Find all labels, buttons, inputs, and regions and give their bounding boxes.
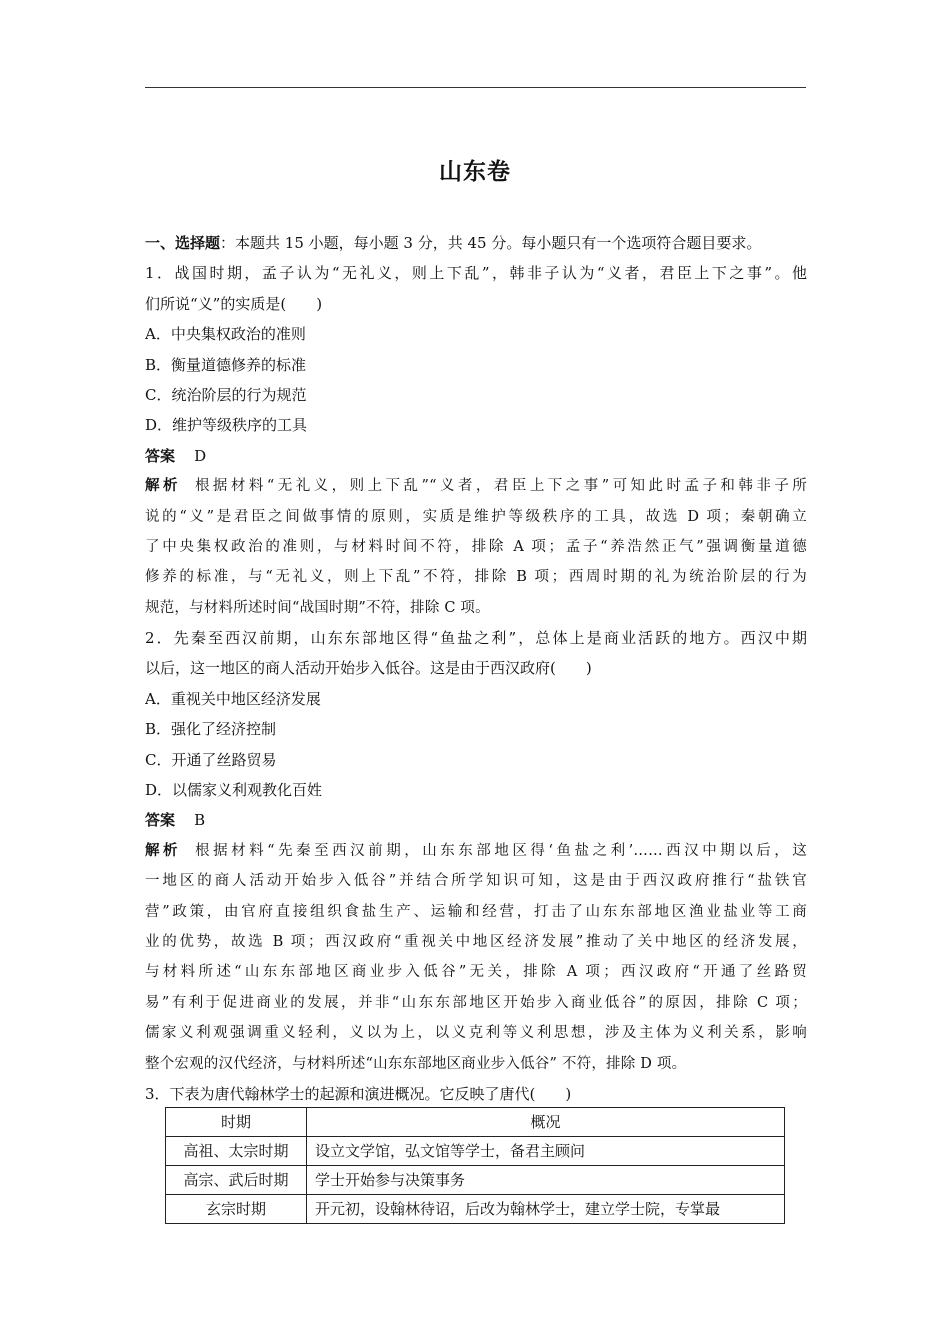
q2-stem-line-2: 以后，这一地区的商人活动开始步入低谷。这是由于西汉政府( ) <box>145 659 592 678</box>
section-instructions: ：本题共 15 小题，每小题 3 分，共 45 分。每小题只有一个选项符合题目要求。 <box>220 234 762 252</box>
q2-analysis-label: 解析 <box>145 842 182 859</box>
document-body <box>145 228 807 1109</box>
q1-analysis-label: 解析 <box>145 478 181 495</box>
q2-analysis-line-6: 易”有利于促进商业的发展，并非“山东东部地区开始步入商业低谷”的原因，排除 C 项； <box>145 994 807 1011</box>
q2-answer <box>145 805 807 835</box>
q1-answer-value: D <box>194 446 207 465</box>
table-header-row <box>166 1108 785 1137</box>
table-header-period: 时期 <box>166 1108 307 1137</box>
table-header-overview: 概况 <box>307 1108 785 1137</box>
table-cell-overview: 开元初，设翰林待诏，后改为翰林学士，建立学士院，专掌最 <box>307 1195 785 1224</box>
table-row <box>166 1195 785 1224</box>
q1-analysis-line-3: 了中央集权政治的准则，与材料时间不符，排除 A 项；孟子“养浩然正气”强调衡量道德 <box>145 538 807 555</box>
q1-option-d: D．维护等级秩序的工具 <box>145 416 308 435</box>
table-cell-period: 玄宗时期 <box>166 1195 307 1224</box>
q2-answer-value: B <box>194 811 206 830</box>
q2-option-d: D．以儒家义利观教化百姓 <box>145 781 323 800</box>
q2-analysis-line-8: 整个宏观的汉代经济，与材料所述“山东东部地区商业步入低谷” 不符，排除 D 项。 <box>145 1055 687 1072</box>
q1-analysis <box>145 471 807 623</box>
table-cell-overview: 学士开始参与决策事务 <box>307 1166 785 1195</box>
q1-analysis-line-1: 解析 根据材料“无礼义，则上下乱”“义者，君臣上下之事”可知此时孟子和韩非子所 <box>145 478 807 495</box>
q1-analysis-line-4: 修养的标准，与“无礼义，则上下乱”不符，排除 B 项；西周时期的礼为统治阶层的行为 <box>145 569 807 586</box>
q1-answer-label: 答案 <box>145 446 176 465</box>
page-title: 山东卷 <box>439 159 511 185</box>
q2-stem-line-1: 2．先秦至西汉前期，山东东部地区得“鱼盐之利”，总体上是商业活跃的地方。西汉中期 <box>145 629 807 648</box>
q1-option-b: B．衡量道德修养的标准 <box>145 355 307 374</box>
q1-analysis-line-5: 规范，与材料所述时间“战国时期”不符，排除 C 项。 <box>145 599 490 616</box>
q2-analysis-line-1: 解析 根据材料“先秦至西汉前期，山东东部地区得‘鱼盐之利’……西汉中期以后，这 <box>145 842 807 859</box>
q1-option-c: C．统治阶层的行为规范 <box>145 385 307 404</box>
table-cell-period: 高宗、武后时期 <box>166 1166 307 1195</box>
q3-stem: 3．下表为唐代翰林学士的起源和演进概况。它反映了唐代( ) <box>145 1084 572 1103</box>
q2-answer-label: 答案 <box>145 811 176 830</box>
q2-analysis-line-2: 一地区的商人活动开始步入低谷”并结合所学知识可知，这是由于西汉政府推行“盐铁官 <box>145 873 807 890</box>
section-label: 一、选择题 <box>145 234 221 252</box>
header-rule <box>145 87 806 88</box>
q1-option-a: A．中央集权政治的准则 <box>145 325 306 344</box>
q2-analysis-line-4: 业的优势，故选 B 项；西汉政府“重视关中地区经济发展”推动了关中地区的经济发展， <box>145 933 807 950</box>
q2-analysis-line-3: 营”政策，由官府直接组织食盐生产、运输和经营，打击了山东东部地区渔业盐业等工商 <box>145 903 807 920</box>
q2-analysis-line-5: 与材料所述“山东东部地区商业步入低谷”无关，排除 A 项；西汉政府“开通了丝路贸 <box>145 964 807 981</box>
q2-option-c: C．开通了丝路贸易 <box>145 750 277 769</box>
table-row <box>166 1166 785 1195</box>
table-row <box>166 1137 785 1166</box>
q2-analysis-line-7: 儒家义利观强调重义轻利，义以为上，以义克利等义利思想，涉及主体为义利关系，影响 <box>145 1025 807 1042</box>
table-cell-overview: 设立文学馆，弘文馆等学士，备君主顾问 <box>307 1137 785 1166</box>
q1-stem-line-2: 们所说“义”的实质是( ) <box>145 294 323 313</box>
q3-table <box>165 1107 785 1224</box>
q1-analysis-line-2: 说的“义”是君臣之间做事情的原则，实质是维护等级秩序的工具，故选 D 项；秦朝确立 <box>145 508 807 525</box>
section-heading <box>145 228 807 258</box>
table-cell-period: 高祖、太宗时期 <box>166 1137 307 1166</box>
q2-option-b: B．强化了经济控制 <box>145 720 277 739</box>
q1-answer <box>145 441 807 471</box>
q2-option-a: A．重视关中地区经济发展 <box>145 689 321 708</box>
q2-analysis <box>145 836 807 1079</box>
q1-stem-line-1: 1．战国时期，孟子认为“无礼义，则上下乱”，韩非子认为“义者，君臣上下之事”。他 <box>145 264 807 283</box>
